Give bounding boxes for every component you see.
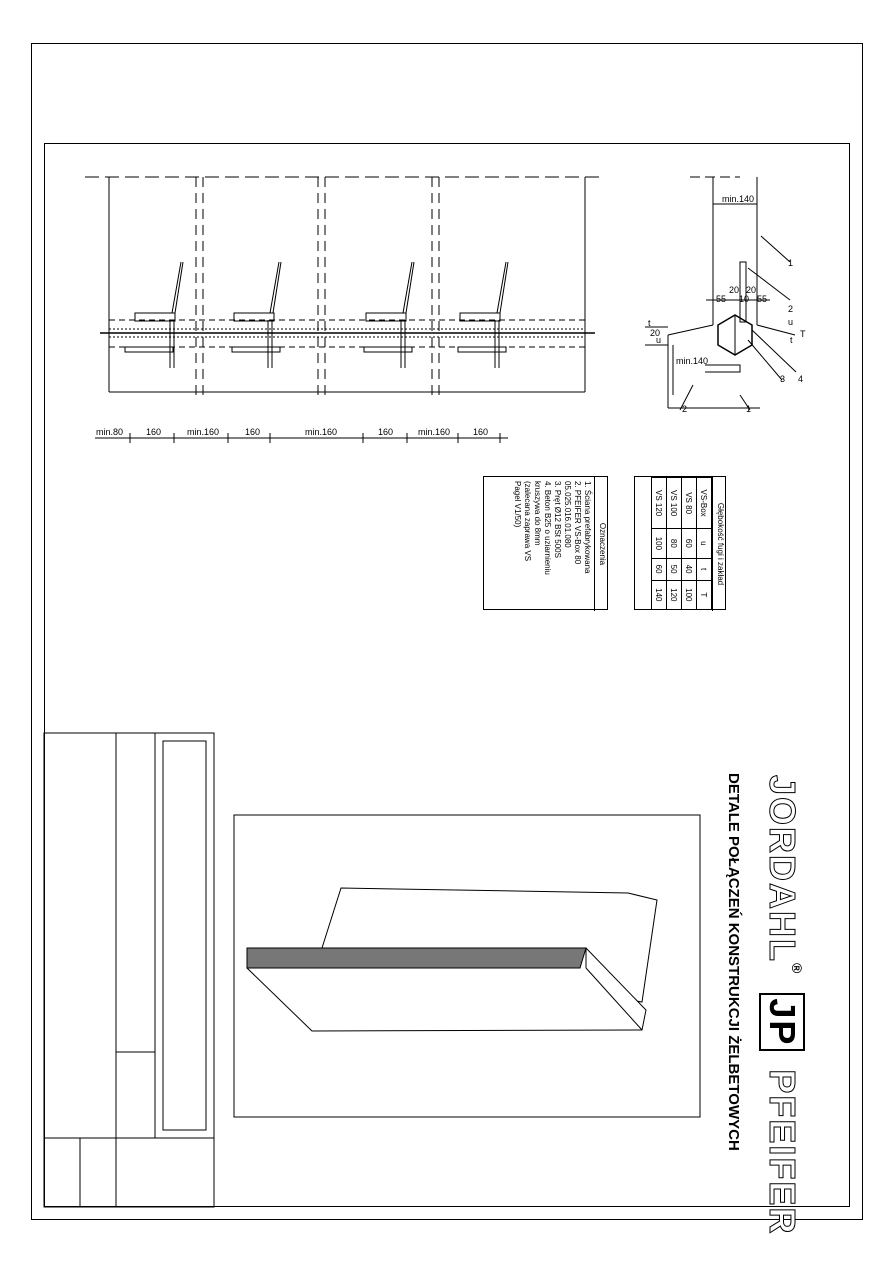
depth-cell: 40 xyxy=(682,558,697,580)
marker-4: 4 xyxy=(798,374,804,384)
logo-jordahl: JORDAHL xyxy=(762,775,803,964)
section-side-u: u xyxy=(788,317,794,327)
section-side-t: t xyxy=(790,335,793,345)
section-dim-55a: 55 xyxy=(716,294,727,304)
section-dim-55b: 55 xyxy=(757,294,768,304)
iso-joint-fill xyxy=(247,948,586,968)
marker-1-top: 1 xyxy=(788,258,794,268)
legend-item: 4. Beton B25 o uziarnieniu xyxy=(543,481,552,575)
depth-cell: 60 xyxy=(682,529,697,558)
vs-box-3 xyxy=(364,262,414,368)
depth-table xyxy=(651,477,712,610)
depth-table-box xyxy=(634,476,726,610)
section-bottom-depth: min.140 xyxy=(676,356,709,366)
legend-item: 3. Pręt Ø12 BSt 500S xyxy=(553,481,562,558)
marker-2-bottom: 2 xyxy=(682,404,688,414)
legend-item: (zalecana zaprawa VS xyxy=(523,481,532,562)
legend xyxy=(483,476,608,610)
depth-cell: VS 80 xyxy=(682,478,697,529)
section-left-20: 20 xyxy=(650,328,661,338)
section-dim-10: 10 xyxy=(739,294,750,304)
page-title: DETALE POŁĄCZEŃ KONSTRUKCJI ŻELBETOWYCH xyxy=(725,773,742,1151)
vs-box-1 xyxy=(125,262,183,368)
depth-header: t xyxy=(697,558,712,580)
depth-cell: 50 xyxy=(667,558,682,580)
plan-dim-2: 160 xyxy=(146,427,162,437)
title-block xyxy=(44,733,214,1207)
plan-dim-4: 160 xyxy=(245,427,261,437)
plan-dim-1: min.80 xyxy=(96,427,124,437)
section-top-width: min.140 xyxy=(722,194,755,204)
logo-jp-mark: JP xyxy=(759,993,805,1051)
logo-registered: ® xyxy=(789,963,805,976)
depth-header: VS-Box xyxy=(697,478,712,529)
legend-item: 1. Ściana prefabrykowana xyxy=(583,481,592,574)
section-side-T: T xyxy=(800,329,806,339)
plan-dim-7: min.160 xyxy=(418,427,451,437)
depth-cell: VS 100 xyxy=(667,478,682,529)
section-dim-20a: 20 xyxy=(729,285,740,295)
marker-2-top: 2 xyxy=(788,304,794,314)
plan-dim-8: 160 xyxy=(473,427,489,437)
legend-item: Pagel V1/50) xyxy=(513,481,522,528)
depth-cell: 100 xyxy=(652,529,667,558)
plan-dim-3: min.160 xyxy=(187,427,220,437)
depth-cell: 60 xyxy=(652,558,667,580)
legend-item: kruszywa do 8mm xyxy=(533,481,542,546)
section-left-u: u xyxy=(656,335,662,345)
legend-item: 2. PFEIFER VS-Box 80 xyxy=(573,481,582,565)
depth-table-title: Głębokość fugi i zakład xyxy=(712,477,727,611)
depth-cell: VS 120 xyxy=(652,478,667,529)
section-left-t: t xyxy=(648,318,651,328)
legend-title: Oznaczenia xyxy=(594,477,609,611)
logo-pfeifer: PFEIFER xyxy=(762,1069,803,1236)
depth-header: u xyxy=(697,529,712,558)
depth-cell: 120 xyxy=(667,580,682,609)
marker-3: 3 xyxy=(780,374,786,384)
legend-item: 05.025.016.01.080 xyxy=(563,481,572,548)
depth-header: T xyxy=(697,580,712,609)
vs-box-4 xyxy=(458,262,508,368)
plan-dim-6: 160 xyxy=(378,427,394,437)
brand-logo xyxy=(759,775,805,1235)
plan-dim-5: min.160 xyxy=(305,427,338,437)
vs-box-2 xyxy=(232,262,281,368)
section-dim-20b: 20 xyxy=(746,285,757,295)
depth-cell: 100 xyxy=(682,580,697,609)
depth-cell: 140 xyxy=(652,580,667,609)
marker-1-bottom: 1 xyxy=(746,404,752,414)
depth-cell: 80 xyxy=(667,529,682,558)
